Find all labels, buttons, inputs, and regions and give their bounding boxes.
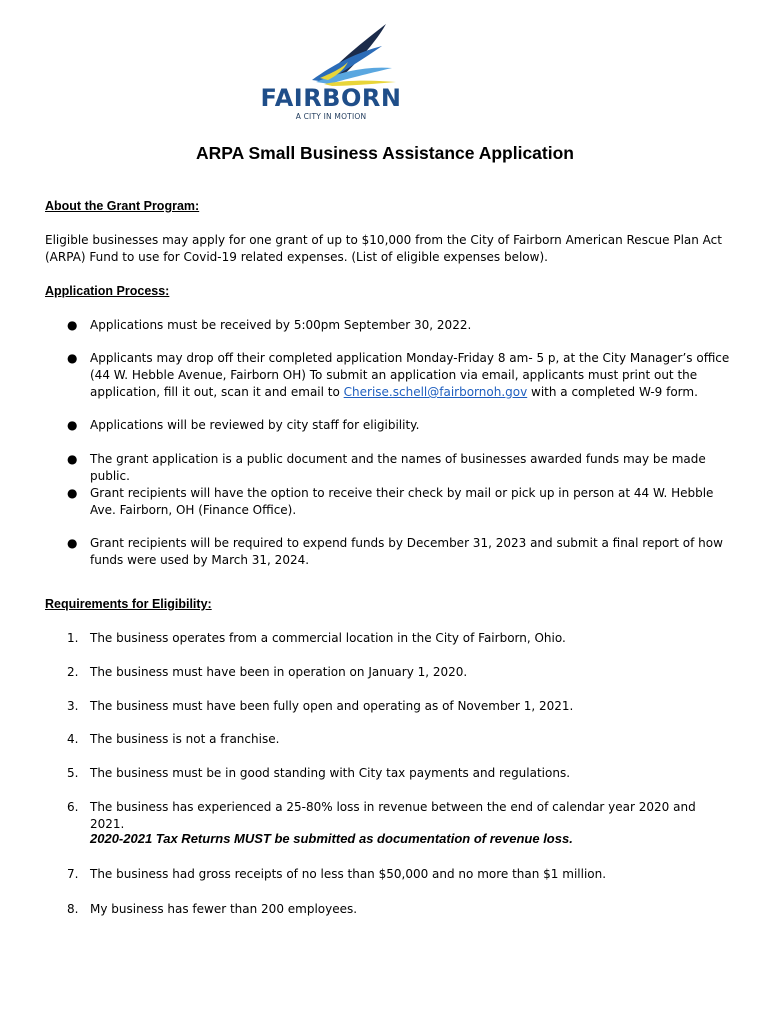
logo-tagline: A CITY IN MOTION <box>295 112 367 121</box>
item-number: 6. <box>67 800 79 814</box>
bullet-icon: ● <box>67 536 78 550</box>
list-item-text <box>90 350 730 401</box>
process-heading: Application Process: <box>45 284 170 298</box>
item-text: The business has experienced a 25-80% loss in revenue between the end of calendar year 2020 and 2021. <box>90 800 696 831</box>
list-item-text: Grant recipients will be required to expend funds by December 31, 2023 and submit a final report of how funds were used by March 31, 2024. <box>90 536 723 567</box>
item-text: The business had gross receipts of no less than $50,000 and no more than $1 million. <box>90 867 607 881</box>
about-heading: About the Grant Program: <box>45 199 200 213</box>
item-number: 7. <box>67 867 79 881</box>
logo-swoosh-icon <box>250 20 410 90</box>
item-number: 1. <box>67 631 79 645</box>
item-text: The business must have been in operation on January 1, 2020. <box>90 665 468 679</box>
tax-return-note: 2020-2021 Tax Returns MUST be submitted as documentation of revenue loss. <box>90 831 573 846</box>
email-link[interactable]: Cherise.schell@fairbornoh.gov <box>343 385 528 399</box>
bullet-icon: ● <box>67 418 78 432</box>
list-item-text-main: Applicants may drop off their completed application Monday-Friday 8 am- 5 p, at the City Manager’s office (44 W. Hebble Avenue, Fairborn OH) To submit an application via email, applicants must print out the application, fill it out, scan it and email to <box>90 351 730 399</box>
bullet-icon: ● <box>67 486 78 500</box>
item-text: The business must be in good standing with City tax payments and regulations. <box>90 766 571 780</box>
list-item-text: Applications must be received by 5:00pm September 30, 2022. <box>90 318 472 332</box>
logo-wordmark: FAIRBORN <box>260 84 402 112</box>
eligibility-heading: Requirements for Eligibility: <box>45 597 212 611</box>
item-text: The business operates from a commercial location in the City of Fairborn, Ohio. <box>90 631 566 645</box>
bullet-icon: ● <box>67 318 78 332</box>
about-body: Eligible businesses may apply for one grant of up to $10,000 from the City of Fairborn American Rescue Plan Act (ARPA) Fund to use for Covid-19 related expenses. (List of eligible expenses below). <box>45 233 722 264</box>
item-text: The business must have been fully open and operating as of November 1, 2021. <box>90 699 574 713</box>
fairborn-logo <box>250 20 410 125</box>
bullet-icon: ● <box>67 452 78 466</box>
email-suffix: with a completed W-9 form. <box>527 385 698 399</box>
item-number: 5. <box>67 766 79 780</box>
list-item-text: Applications will be reviewed by city staff for eligibility. <box>90 418 420 432</box>
item-number: 4. <box>67 732 79 746</box>
page-title: ARPA Small Business Assistance Application <box>196 143 574 163</box>
item-number: 2. <box>67 665 79 679</box>
bullet-icon: ● <box>67 351 78 365</box>
list-item-text: Grant recipients will have the option to receive their check by mail or pick up in person at 44 W. Hebble Ave. Fairborn, OH (Finance Office). <box>90 486 714 517</box>
item-number: 3. <box>67 699 79 713</box>
item-text: My business has fewer than 200 employees. <box>90 902 358 916</box>
item-number: 8. <box>67 902 79 916</box>
item-text: The business is not a franchise. <box>90 732 280 746</box>
list-item-text: The grant application is a public document and the names of businesses awarded funds may be made public. <box>90 452 706 483</box>
